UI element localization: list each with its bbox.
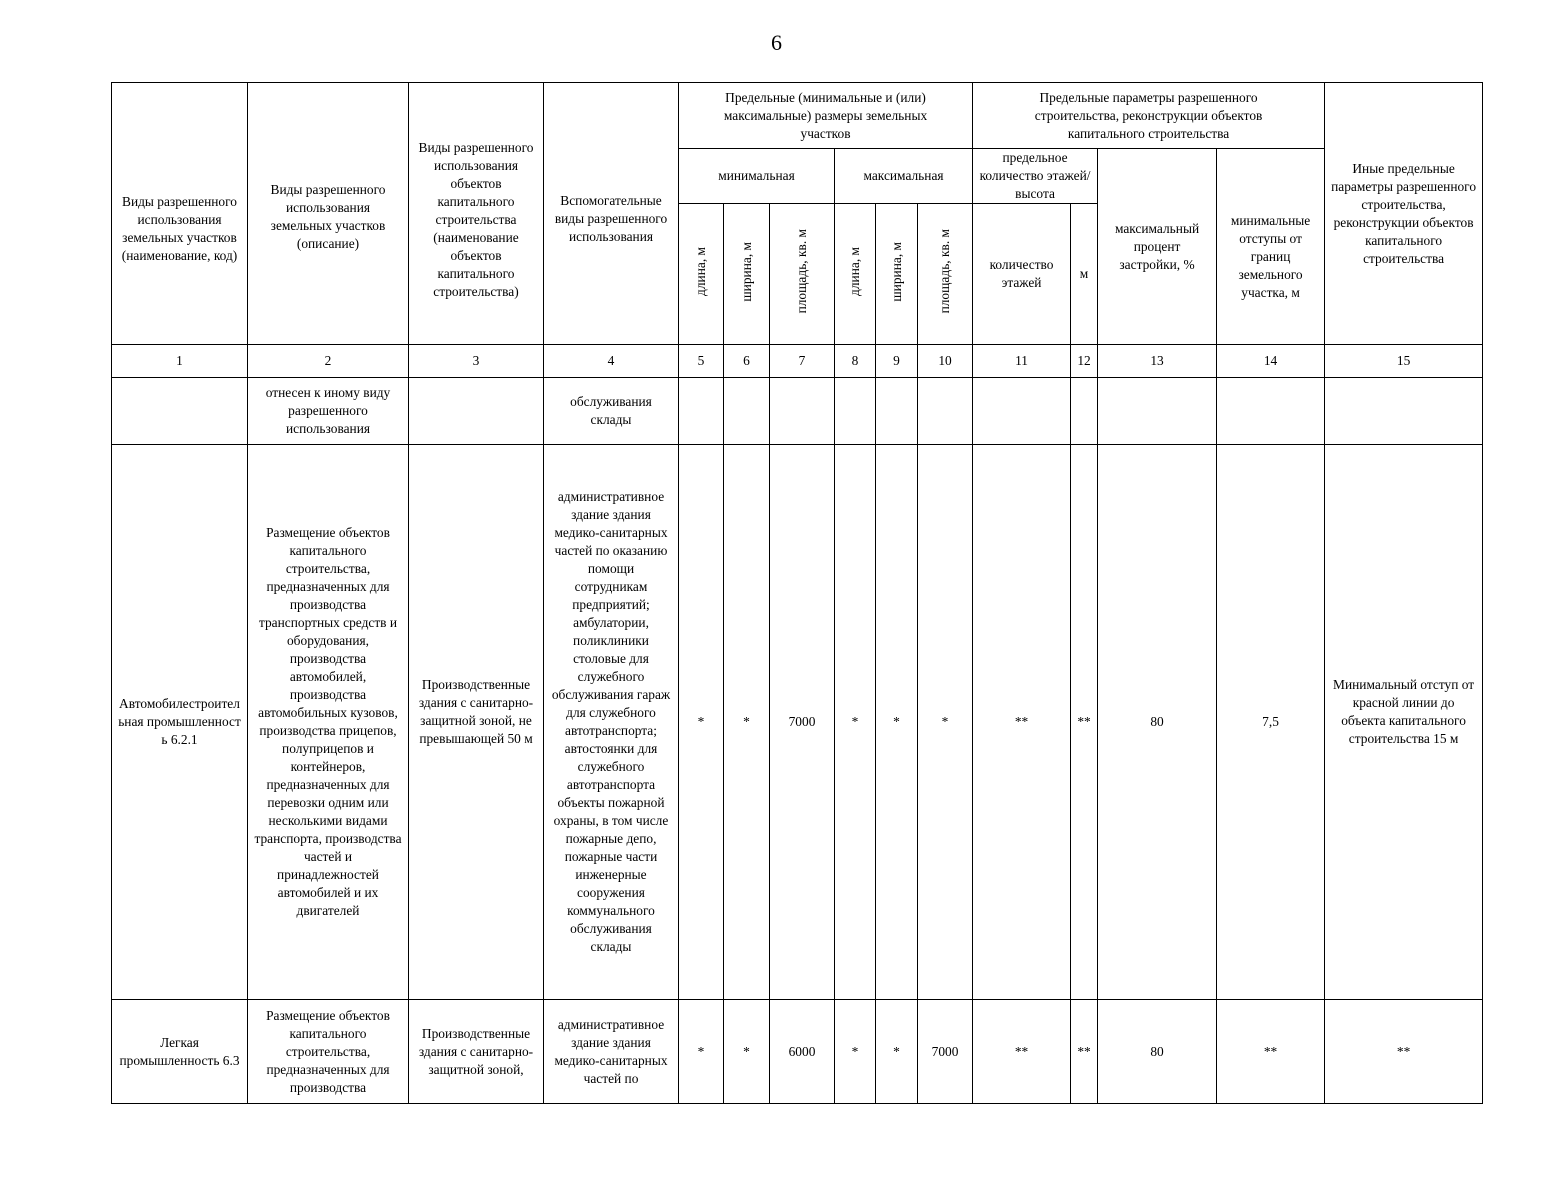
header-other-parameters: Иные предельные параметры разрешенного строительства, реконструкции объектов капитального строительства — [1325, 83, 1483, 345]
cell-max-area — [918, 378, 973, 445]
header-land-use-description: Виды разрешенного использования земельных участков (описание) — [248, 83, 409, 345]
table-row — [112, 378, 1483, 445]
cell-min-setback: 7,5 — [1217, 445, 1325, 1000]
min-length-label: длина, м — [693, 247, 708, 296]
cell-land-use-description: Размещение объектов капитального строительства, предназначенных для производства — [248, 1000, 409, 1104]
cell-other-parameters: Минимальный отступ от красной линии до объекта капитального строительства 15 м — [1325, 445, 1483, 1000]
page-number: 6 — [771, 30, 782, 55]
cell-max-length: * — [835, 445, 876, 1000]
cell-floors: ** — [973, 445, 1071, 1000]
land-use-regulations-table — [111, 82, 1483, 1104]
min-width-label: ширина, м — [738, 241, 754, 302]
column-number: 12 — [1071, 345, 1098, 378]
cell-max-width: * — [876, 445, 918, 1000]
header-row-1 — [112, 83, 1483, 149]
cell-min-length — [679, 378, 724, 445]
column-number: 2 — [248, 345, 409, 378]
column-number: 8 — [835, 345, 876, 378]
cell-max-width — [876, 378, 918, 445]
column-number: 15 — [1325, 345, 1483, 378]
header-auxiliary-use: Вспомогательные виды разрешенного использования — [544, 83, 679, 345]
header-max-width — [876, 204, 918, 345]
cell-max-length: * — [835, 1000, 876, 1104]
cell-min-width — [724, 378, 770, 445]
header-construction-parameters: Предельные параметры разрешенного строительства, реконструкции объектов капитального строительства — [973, 83, 1325, 149]
max-length-label: длина, м — [847, 247, 862, 296]
min-area-label: площадь, кв. м — [794, 229, 809, 314]
cell-land-use-description: Размещение объектов капитального строительства, предназначенных для производства транспортных средств и оборудования, производства автомобилей, производства автомобильных кузовов, производства прицепов, полуприцепов и контейнеров, предназначенных для перевозки одним или несколькими видами транспорта, производства частей и принадлежностей автомобилей и их двигателей — [248, 445, 409, 1000]
column-number: 9 — [876, 345, 918, 378]
cell-other-parameters — [1325, 378, 1483, 445]
column-number: 7 — [770, 345, 835, 378]
cell-auxiliary-use: административное здание здания медико-санитарных частей по — [544, 1000, 679, 1104]
header-min-width — [724, 204, 770, 345]
cell-auxiliary-use: административное здание здания медико-санитарных частей по оказанию помощи сотрудникам предприятий; амбулатории, поликлиники столовые для служебного обслуживания гараж для служебного автотранспорта; автостоянки для служебного автотранспорта объекты пожарной охраны, в том числе пожарные депо, пожарные части инженерные сооружения коммунального обслуживания склады — [544, 445, 679, 1000]
table-row — [112, 445, 1483, 1000]
column-number: 6 — [724, 345, 770, 378]
cell-floors: ** — [973, 1000, 1071, 1104]
cell-max-percent — [1098, 378, 1217, 445]
cell-capital-construction-use — [409, 378, 544, 445]
cell-land-use-name: Легкая промышленность 6.3 — [112, 1000, 248, 1104]
cell-land-use-name — [112, 378, 248, 445]
cell-land-use-description: отнесен к иному виду разрешенного использования — [248, 378, 409, 445]
cell-max-length — [835, 378, 876, 445]
cell-min-length: * — [679, 1000, 724, 1104]
table-row — [112, 1000, 1483, 1104]
header-max-area — [918, 204, 973, 345]
cell-capital-construction-use: Производственные здания с санитарно-защитной зоной, не превышающей 50 м — [409, 445, 544, 1000]
column-number: 5 — [679, 345, 724, 378]
column-number: 10 — [918, 345, 973, 378]
cell-min-setback: ** — [1217, 1000, 1325, 1104]
header-max-length — [835, 204, 876, 345]
cell-min-area: 7000 — [770, 445, 835, 1000]
header-floors-height: предельное количество этажей/высота — [973, 149, 1098, 204]
header-floors-count: количество этажей — [973, 204, 1071, 345]
cell-min-width: * — [724, 1000, 770, 1104]
column-number: 11 — [973, 345, 1071, 378]
cell-other-parameters: ** — [1325, 1000, 1483, 1104]
cell-auxiliary-use: обслуживания склады — [544, 378, 679, 445]
header-capital-construction-use: Виды разрешенного использования объектов капитального строительства (наименование объектов капитального строительства) — [409, 83, 544, 345]
cell-max-percent: 80 — [1098, 1000, 1217, 1104]
cell-max-percent: 80 — [1098, 445, 1217, 1000]
header-min-length — [679, 204, 724, 345]
max-width-label: ширина, м — [888, 241, 904, 302]
cell-min-length: * — [679, 445, 724, 1000]
cell-floors — [973, 378, 1071, 445]
header-minimum: минимальная — [679, 149, 835, 204]
cell-height: ** — [1071, 445, 1098, 1000]
cell-min-setback — [1217, 378, 1325, 445]
cell-max-area: * — [918, 445, 973, 1000]
max-area-label: площадь, кв. м — [937, 229, 953, 314]
header-height-meters: м — [1071, 204, 1098, 345]
cell-land-use-name: Автомобилестроительная промышленность 6.2.1 — [112, 445, 248, 1000]
cell-min-area: 6000 — [770, 1000, 835, 1104]
header-max-building-percent: максимальный процент застройки, % — [1098, 149, 1217, 345]
cell-capital-construction-use: Производственные здания с санитарно-защитной зоной, — [409, 1000, 544, 1104]
cell-min-area — [770, 378, 835, 445]
column-number: 13 — [1098, 345, 1217, 378]
column-number-row — [112, 345, 1483, 378]
column-number: 1 — [112, 345, 248, 378]
cell-height — [1071, 378, 1098, 445]
header-min-area — [770, 204, 835, 345]
header-plot-size-limits: Предельные (минимальные и (или) максимальные) размеры земельных участков — [679, 83, 973, 149]
cell-max-area: 7000 — [918, 1000, 973, 1104]
cell-height: ** — [1071, 1000, 1098, 1104]
cell-min-width: * — [724, 445, 770, 1000]
column-number: 4 — [544, 345, 679, 378]
header-maximum: максимальная — [835, 149, 973, 204]
cell-max-width: * — [876, 1000, 918, 1104]
column-number: 3 — [409, 345, 544, 378]
header-land-use-name: Виды разрешенного использования земельных участков (наименование, код) — [112, 83, 248, 345]
header-min-setback: минимальные отступы от границ земельного участка, м — [1217, 149, 1325, 345]
column-number: 14 — [1217, 345, 1325, 378]
